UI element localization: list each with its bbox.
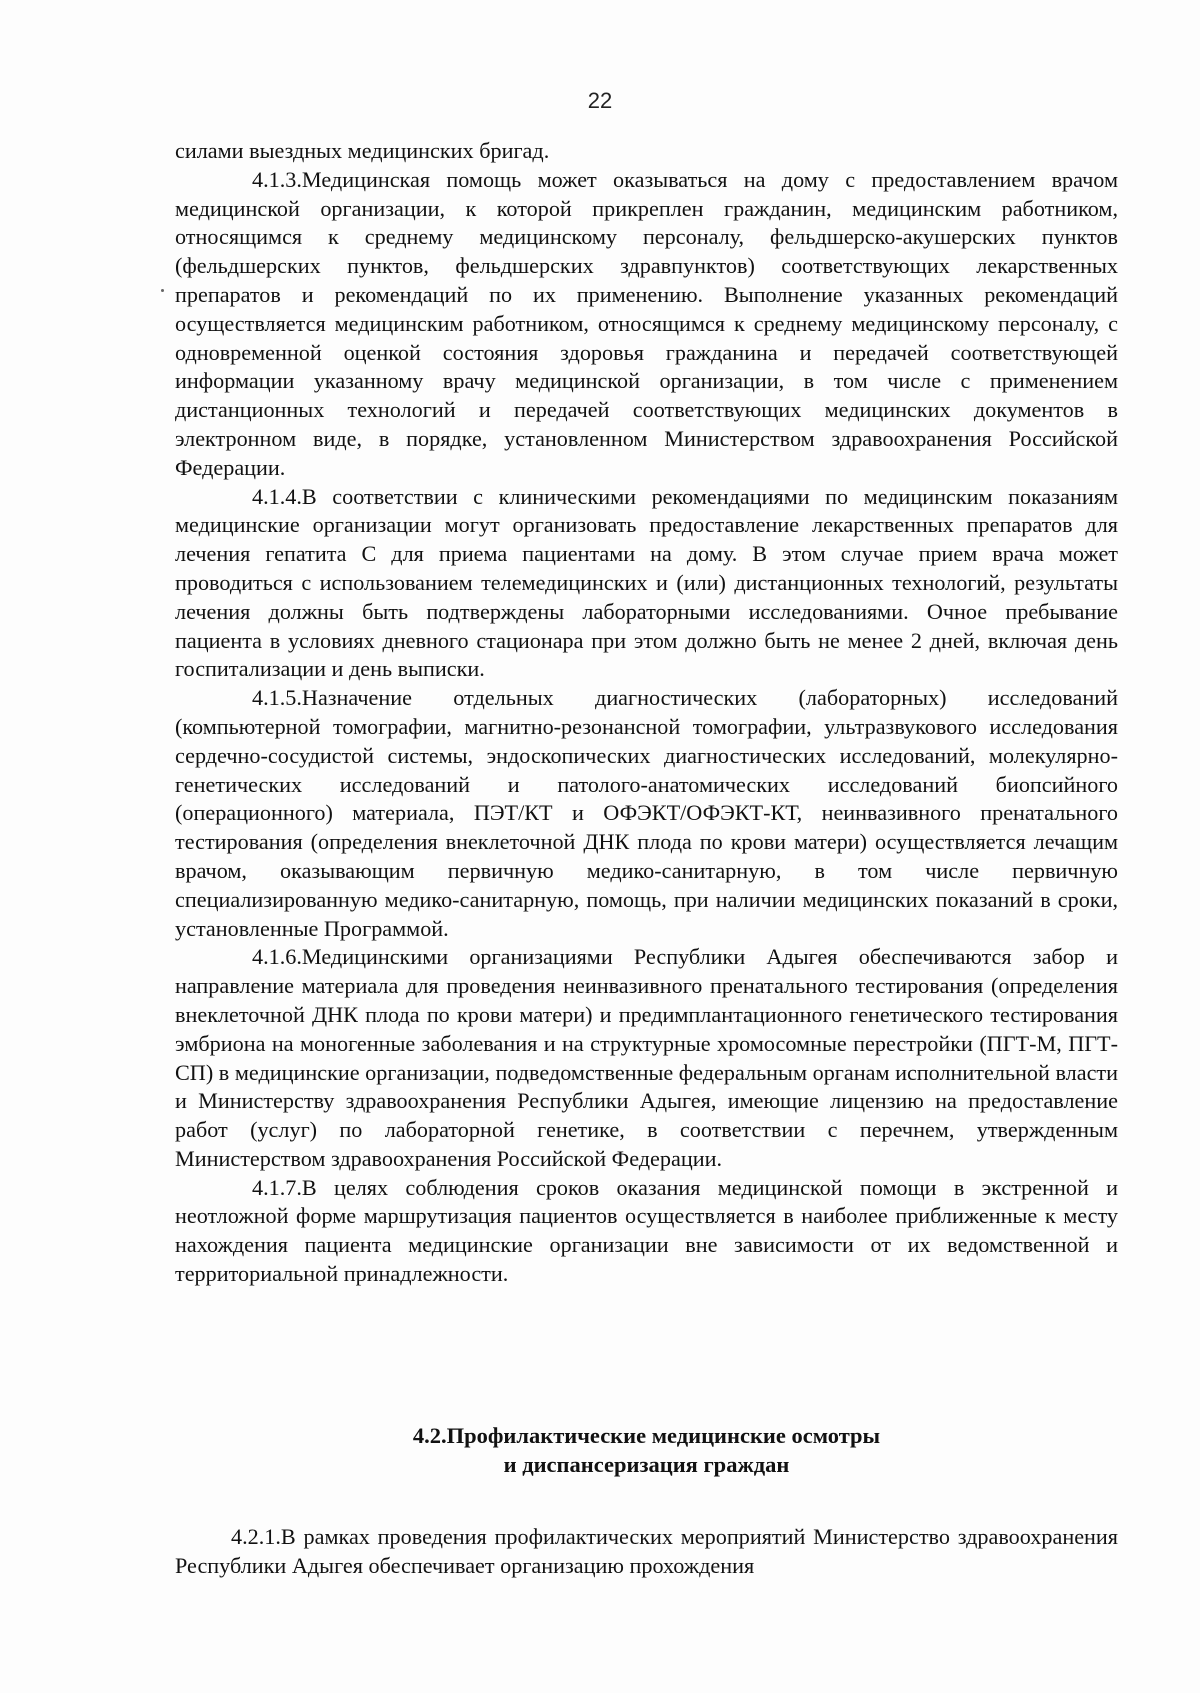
section-heading-line-1: 4.2.Профилактические медицинские осмотры [412,1423,881,1448]
paragraph-4-1-3: 4.1.3.Медицинская помощь может оказываться на дому с предоставлением врачом медицинской организации, к которой прикреплен гражданин, медицинским работником, относящимся к среднему медицинскому персоналу, фельдшерско-акушерских пунктов (фельдшерских пунктов, фельдшерских здравпунктов) соответствующих лекарственных препаратов и рекомендаций по их применению. Выполнение указанных рекомендаций осуществляется медицинским работником, относящимся к среднему медицинскому персоналу, с одновременной оценкой состояния здоровья гражданина и передачей соответствующей информации указанному врачу медицинской организации, в том числе с применением дистанционных технологий и передачей соответствующих медицинских документов в электронном виде, в порядке, установленном Министерством здравоохранения Российской Федерации. [175,166,1118,480]
section-body [175,1523,1118,1581]
paragraph-4-1-7: 4.1.7.В целях соблюдения сроков оказания медицинской помощи в экстренной и неотложной форме маршрутизация пациентов осуществляется в наиболее приближенные к месту нахождения пациента медицинские организации вне зависимости от их ведомственной и территориальной принадлежности. [175,1174,1118,1287]
paragraph-4-1-4: 4.1.4.В соответствии с клиническими рекомендациями по медицинским показаниям медицинские организации могут организовать предоставление лекарственных препаратов для лечения гепатита С для приема пациентами на дому. В этом случае прием врача может проводиться с использованием телемедицинских и (или) дистанционных технологий, результаты лечения должны быть подтверждены лабораторными исследованиями. Очное пребывание пациента в условиях дневного стационара при этом должно быть не менее 2 дней, включая день госпитализации и день выписки. [175,483,1118,682]
section-heading-line-2: и диспансеризация граждан [503,1452,790,1477]
scan-speck [161,289,164,292]
paragraph-continuation: силами выездных медицинских бригад. [175,138,550,163]
paragraph-4-2-1: 4.2.1.В рамках проведения профилактических мероприятий Министерство здравоохранения Республики Адыгея обеспечивает организацию прохождения [175,1524,1118,1578]
section-heading-4-2 [175,1421,1118,1479]
page-number: 22 [587,88,613,113]
paragraph-4-1-5: 4.1.5.Назначение отдельных диагностических (лабораторных) исследований (компьютерной томографии, магнитно-резонансной томографии, ультразвукового исследования сердечно-сосудистой системы, эндоскопических диагностических исследований, молекулярно-генетических исследований и патолого-анатомических исследований биопсийного (операционного) материала, ПЭТ/КТ и ОФЭКТ/ОФЭКТ-КТ, неинвазивного пренатального тестирования (определения внеклеточной ДНК плода по крови матери) осуществляется лечащим врачом, оказывающим первичную медико-санитарную, в том числе первичную специализированную медико-санитарную, помощь, при наличии медицинских показаний в сроки, установленные Программой. [175,685,1118,941]
document-body [175,137,1118,1289]
paragraph-4-1-6: 4.1.6.Медицинскими организациями Республики Адыгея обеспечиваются забор и направление материала для проведения неинвазивного пренатального тестирования (определения внеклеточной ДНК плода по крови матери) и предимплантационного генетического тестирования эмбриона на моногенные заболевания и на структурные хромосомные перестройки (ПГТ-М, ПГТ-СП) в медицинские организации, подведомственные федеральным органам исполнительной власти и Министерству здравоохранения Республики Адыгея, имеющие лицензию на предоставление работ (услуг) по лабораторной генетике, в соответствии с перечнем, утвержденным Министерством здравоохранения Российской Федерации. [175,944,1118,1171]
